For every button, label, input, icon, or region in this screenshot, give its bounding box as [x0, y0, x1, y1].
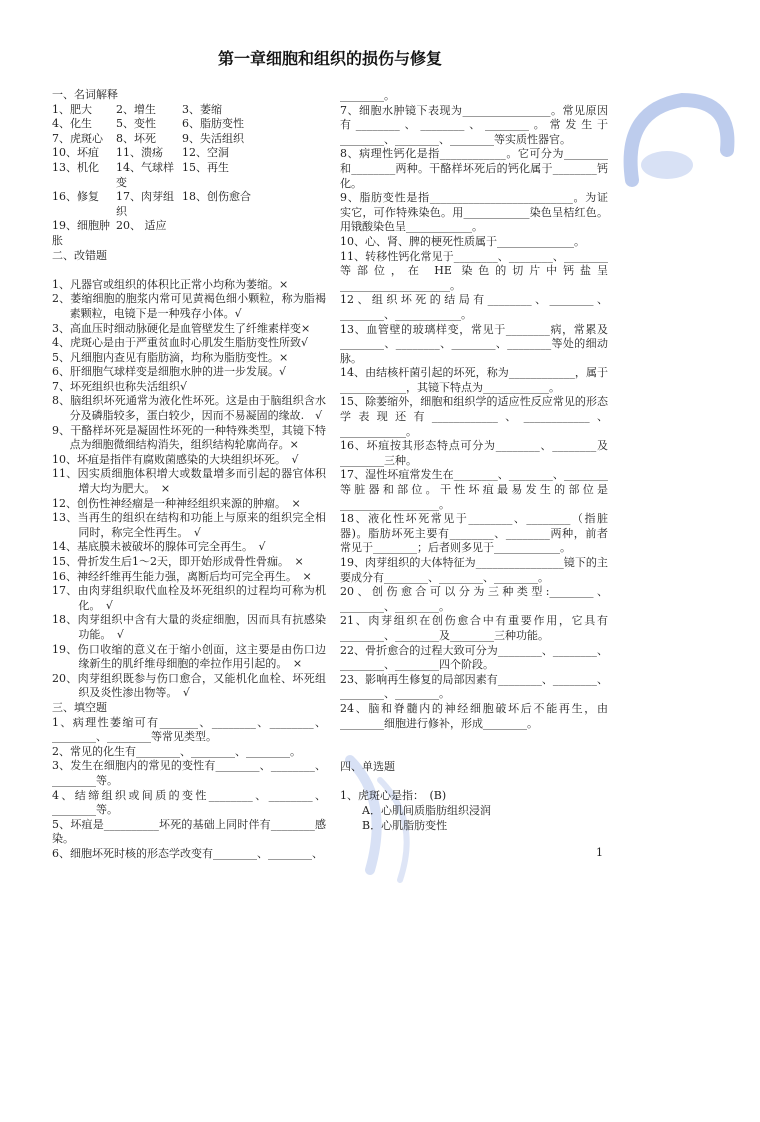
correction-item: 1、凡器官或组织的体积比正常小均称为萎缩。×: [52, 277, 289, 291]
mcq-question: 1、虎斑心是指： (B): [340, 789, 447, 803]
mcq-option: B．心肌脂肪变性: [362, 818, 448, 832]
term-item: 13、机化: [52, 160, 99, 174]
term-item: 14、气球样变: [116, 160, 174, 189]
correction-item: 4、虎斑心是由于严重贫血时心肌发生脂肪变性所致√: [52, 336, 309, 350]
fill-blank-item: 8、病理性钙化是指____________。它可分为________和________两种。干酪样坏死后的钙化属于________钙化。: [340, 147, 608, 190]
fill-blank-item: ________。: [340, 89, 395, 102]
fill-blank-item: 20、创伤愈合可以分为三种类型:________、________、________。: [340, 585, 608, 613]
correction-item: 6、肝细胞气球样变是细胞水肿的进一步发展。√: [52, 365, 287, 379]
term-item: 16、修复: [52, 190, 99, 204]
fill-blank-item: 3、发生在细胞内的常见的变性有________、________、________等。: [52, 759, 326, 787]
fill-blank-item: 11、转移性钙化常见于________、________、________等部位，在 HE 染色的切片中钙盐呈____________________。: [340, 249, 608, 292]
term-item: 18、创伤愈合: [182, 190, 251, 204]
fill-blank-item: 4、结缔组织或间质的变性________、________、________等。: [52, 788, 326, 817]
fill-blank-item: 15、除萎缩外，细胞和组织学的适应性反应常见的形态学表现还有____________、____________、____________。: [340, 395, 608, 438]
term-item: 4、化生: [52, 117, 92, 131]
term-item: 19、细胞肿胀: [52, 219, 110, 247]
fill-blank-item: 22、骨折愈合的过程大致可分为________、________、________、________四个阶段。: [340, 643, 608, 672]
fill-blank-item: 14、由结核杆菌引起的坏死，称为____________，属于____________，其镜下特点为____________。: [340, 366, 608, 394]
watermark-logo-icon: [612, 70, 752, 220]
fill-blank-list-continued: [340, 89, 608, 731]
term-item: [182, 219, 326, 248]
corrections-list: [52, 278, 326, 701]
fill-blank-item: 5、坏疽是__________坏死的基础上同时伴有________感染。: [52, 817, 326, 846]
section-heading: 一、名词解释: [52, 88, 118, 101]
fill-blank-item: 24、脑和脊髓内的神经细胞破坏后不能再生，由________细胞进行修补，形成________。: [340, 701, 608, 730]
fill-blank-list: [52, 716, 326, 862]
fill-blank-item: 21、肉芽组织在创伤愈合中有重要作用，它具有________、________及________三种功能。: [340, 614, 608, 642]
fill-blank-item: 6、细胞坏死时核的形态学改变有________、________、: [52, 846, 323, 860]
correction-item: 3、高血压时细动脉硬化是血管壁发生了纤维素样变×: [52, 321, 311, 335]
fill-blank-item: 12、组织坏死的结局有________、________、________、____________。: [340, 293, 608, 321]
section-heading: 四、单选题: [340, 760, 395, 774]
section-heading: 二、改错题: [52, 248, 107, 262]
left-column: [52, 88, 326, 861]
fill-blank-item: 13、血管壁的玻璃样变，常见于________病，常累及________、________、________、________等处的细动脉。: [340, 322, 608, 365]
fill-blank-item: 18、液化性坏死常见于________、________（指脏器)。脂肪坏死主要有________、________两种，前者常见于________；后者则多见于____________。: [340, 512, 608, 555]
correction-item: 20、肉芽组织既参与伤口愈合，又能机化血栓、坏死组织及炎性渗出物等。 √: [52, 671, 326, 700]
correction-item: 11、因实质细胞体积增大或数量增多而引起的器官体积增大均为肥大。 ×: [52, 467, 326, 496]
correction-item: 9、干酪样坏死是凝固性坏死的一种特殊类型，其镜下特点为细胞微细结构消失，组织结构轮廓尚存。×: [52, 423, 326, 452]
term-item: 1、肥大: [52, 102, 92, 116]
correction-item: 12、创伤性神经瘤是一种神经组织来源的肿瘤。 ×: [52, 496, 301, 510]
correction-item: 13、当再生的组织在结构和功能上与原来的组织完全相同时，称完全性再生。 √: [52, 511, 326, 539]
correction-item: 16、神经纤维再生能力强，离断后均可完全再生。 ×: [52, 569, 312, 583]
terms-list: [52, 103, 326, 249]
fill-blank-item: 16、坏疽按其形态特点可分为________、________及________三种。: [340, 439, 608, 467]
term-item: 3、萎缩: [182, 102, 222, 116]
mcq-option: A．心肌间质脂肪组织浸润: [362, 803, 491, 817]
correction-item: 17、由肉芽组织取代血栓及坏死组织的过程均可称为机化。 √: [52, 584, 326, 612]
correction-item: 7、坏死组织也称失活组织√: [52, 379, 188, 393]
fill-blank-item: 7、细胞水肿镜下表现为________________。常见原因有________、________、________。常发生于________、________、________等实质性器官。: [340, 103, 608, 146]
correction-item: 10、坏疽是指伴有腐败菌感染的大块组织坏死。 √: [52, 452, 299, 466]
correction-item: 2、萎缩细胞的胞浆内常可见黄褐色细小颗粒，称为脂褐素颗粒，电镜下是一种残存小体。√: [52, 292, 326, 320]
term-item: 20、 适应: [116, 219, 167, 233]
fill-blank-item: 1、病理性萎缩可有_______、________、________、________、________等常见类型。: [52, 715, 326, 744]
section-heading: 三、填空题: [52, 700, 107, 714]
term-item: 8、坏死: [116, 131, 156, 145]
term-item: 12、空洞: [182, 146, 229, 160]
term-item: 2、增生: [116, 102, 156, 116]
term-item: 17、肉芽组织: [116, 190, 174, 218]
term-item: 11、溃疡: [116, 146, 163, 160]
fill-blank-item: 10、心、肾、脾的梗死性质属于______________。: [340, 234, 585, 248]
term-item: 15、再生: [182, 160, 229, 174]
fill-blank-item: 17、湿性坏疽常发生在________、________、________等脏器和部位。干性坏疽最易发生的部位是__________________。: [340, 468, 608, 511]
correction-item: 14、基底膜未被破坏的腺体可完全再生。 √: [52, 540, 266, 554]
page-number: 1: [596, 846, 603, 859]
page-title: 第一章细胞和组织的损伤与修复: [217, 49, 442, 68]
fill-blank-item: 23、影响再生修复的局部因素有________、________、________、________。: [340, 672, 608, 701]
term-item: 5、变性: [116, 117, 156, 131]
fill-blank-item: 19、肉芽组织的大体特征为________________镜下的主要成分有________、________、________。: [340, 556, 608, 584]
term-item: 7、虎斑心: [52, 131, 103, 145]
correction-item: 5、凡细胞内查见有脂肪滴，均称为脂肪变性。×: [52, 350, 289, 364]
correction-item: 18、肉芽组织中含有大量的炎症细胞，因而具有抗感染功能。 √: [52, 613, 326, 641]
correction-item: 8、脑组织坏死通常为液化性坏死。这是由于脑组织含水分及磷脂较多，蛋白较少，因而不易凝固的缘故. √: [52, 394, 326, 423]
fill-blank-item: 2、常见的化生有________、________、________。: [52, 744, 301, 758]
fill-blank-item: 9、脂肪变性是指__________________________。为证实它，可作特殊染色。用____________染色呈桔红色。用锇酸染色呈____________。: [340, 191, 608, 234]
term-item: 10、坏疽: [52, 146, 99, 160]
term-item: 9、失活组织: [182, 131, 244, 145]
correction-item: 15、骨折发生后1～2天，即开始形成骨性骨痂。 ×: [52, 555, 304, 568]
term-item: 6、脂肪变性: [182, 117, 244, 131]
correction-item: 19、伤口收缩的意义在于缩小创面，这主要是由伤口边缘新生的肌纤维母细胞的牵拉作用引起的。 ×: [52, 642, 326, 671]
right-column: [340, 89, 608, 833]
